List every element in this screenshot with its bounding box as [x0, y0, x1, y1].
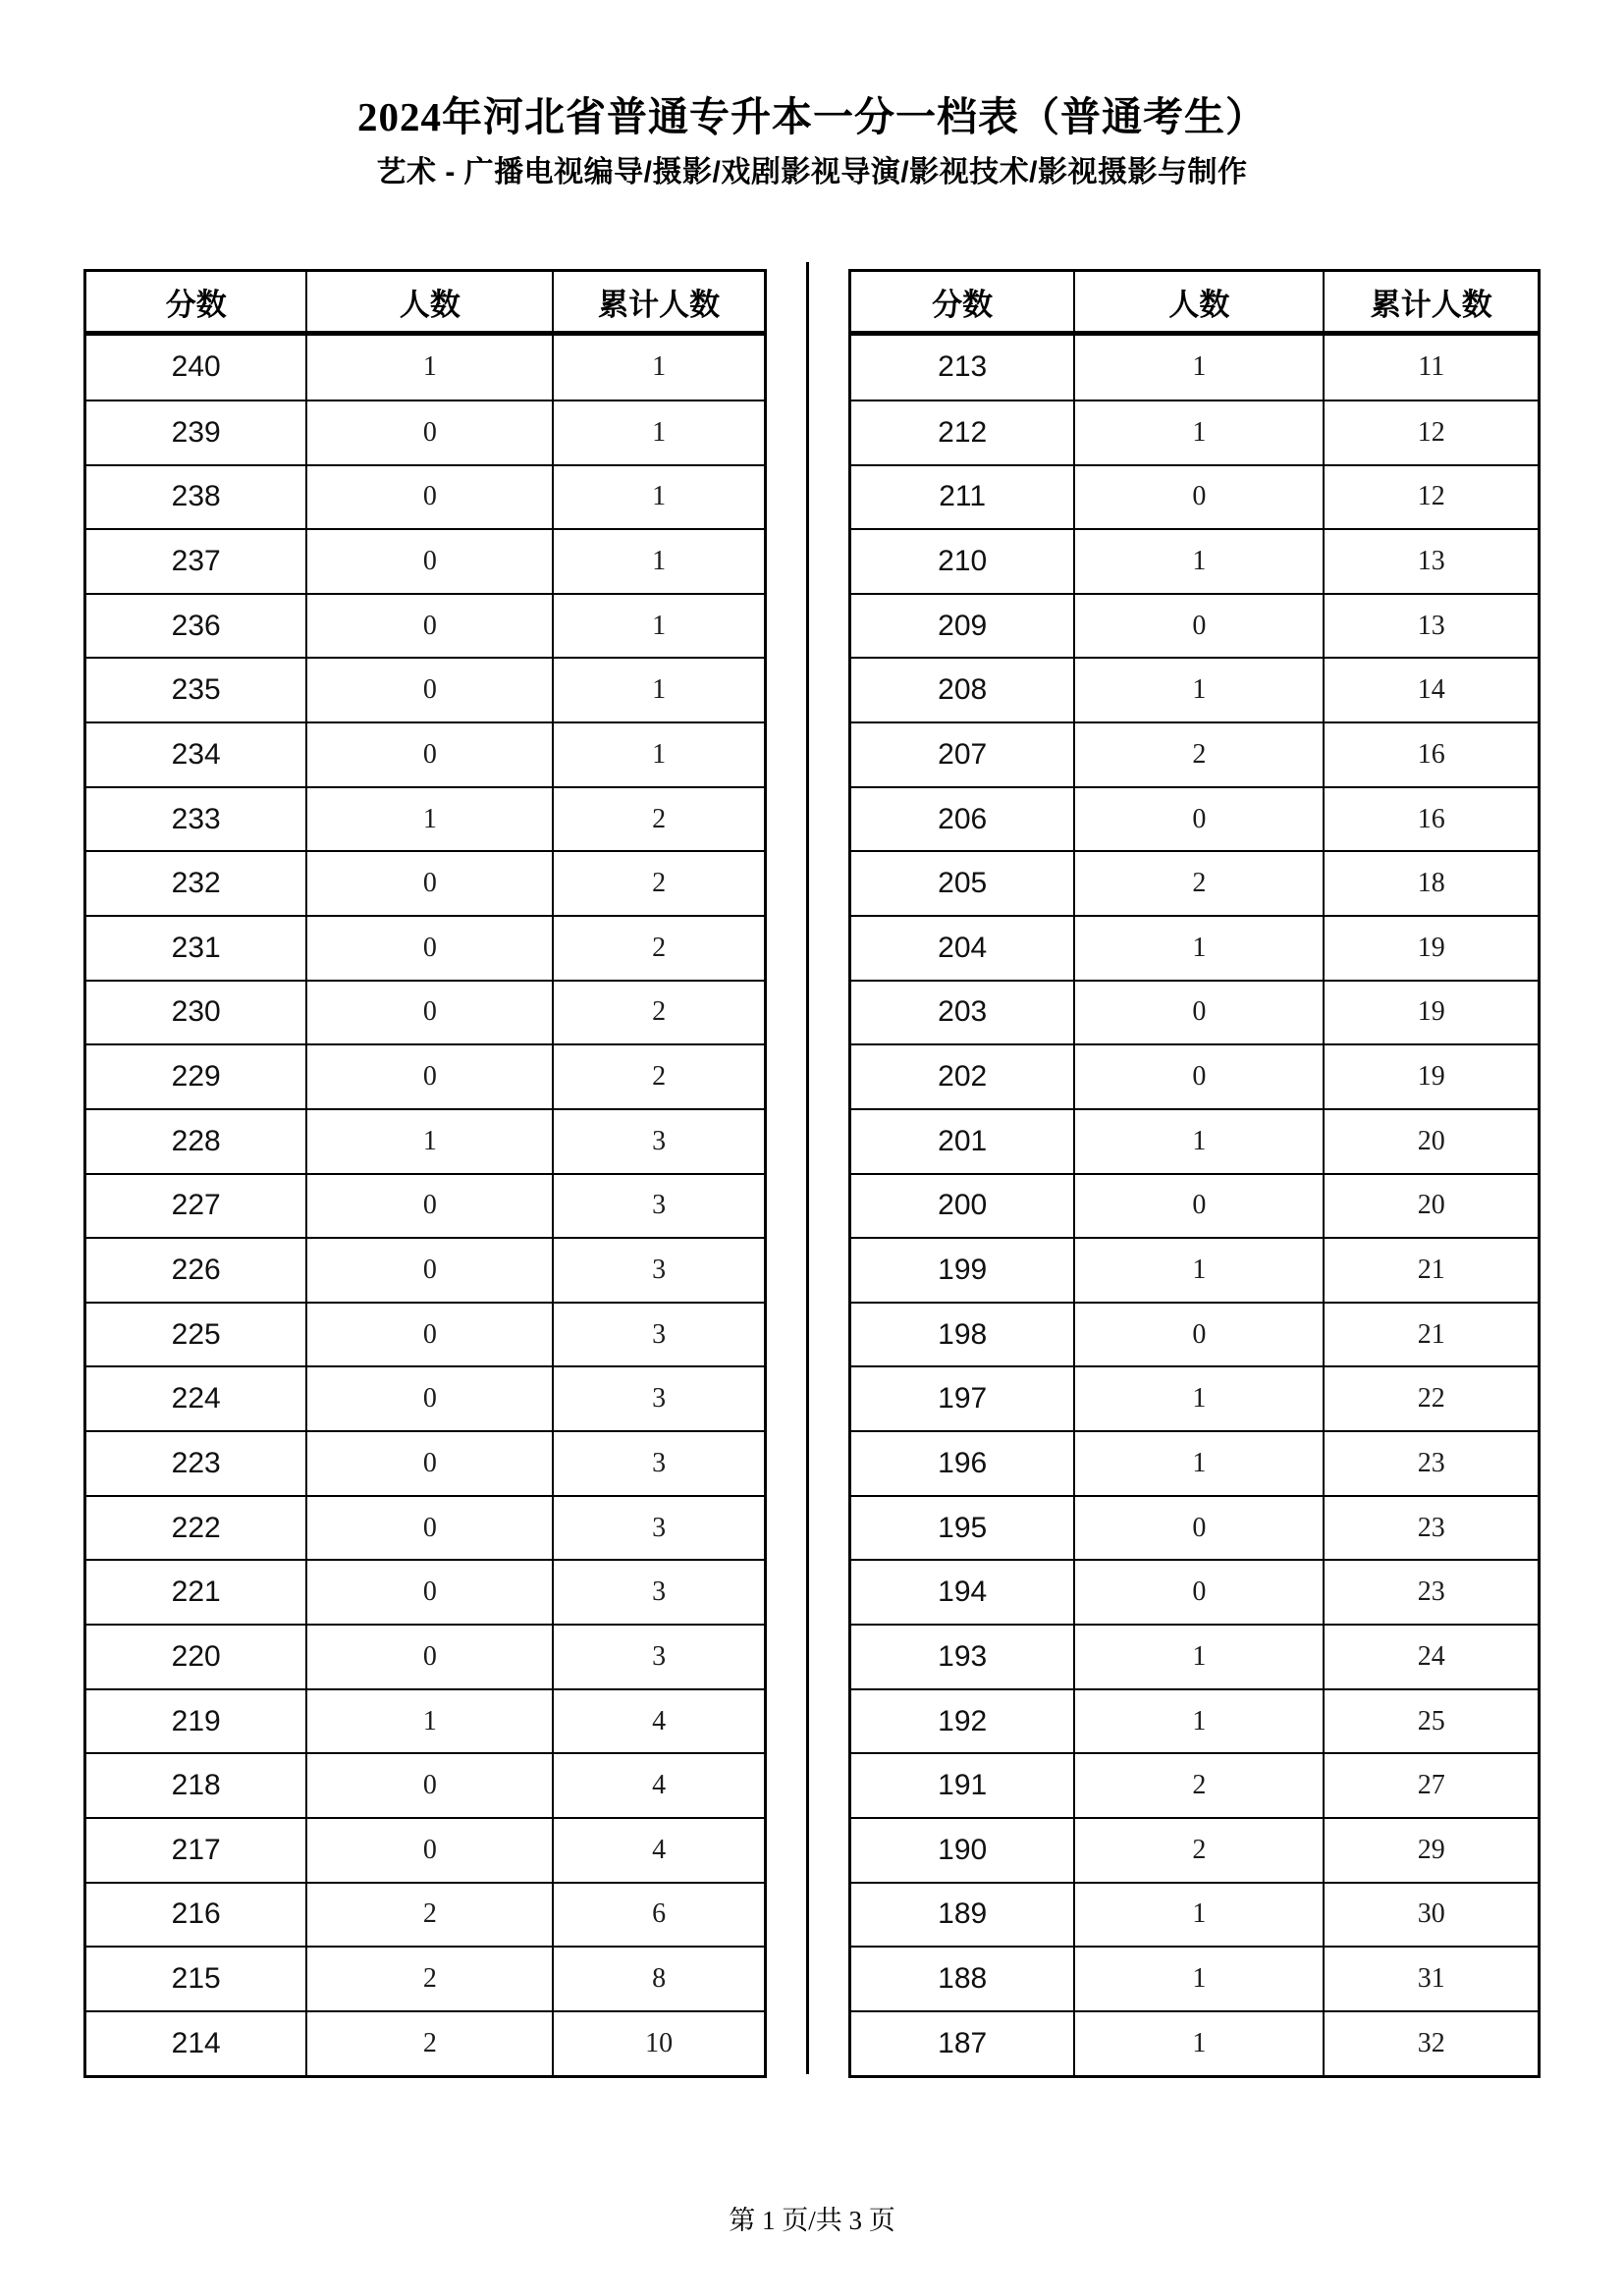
count-cell: 0 — [306, 1238, 553, 1303]
score-cell: 218 — [85, 1753, 307, 1818]
count-cell: 2 — [306, 1947, 553, 2011]
table-body — [850, 334, 1540, 2077]
table-row — [85, 465, 766, 530]
count-cell: 0 — [306, 465, 553, 530]
score-cell: 187 — [850, 2011, 1075, 2077]
cumulative-cell: 2 — [553, 916, 765, 981]
count-cell: 0 — [306, 1625, 553, 1689]
cumulative-cell: 14 — [1324, 658, 1539, 722]
column-header-count: 人数 — [306, 271, 553, 334]
score-cell: 196 — [850, 1431, 1075, 1496]
score-cell: 206 — [850, 787, 1075, 852]
cumulative-cell: 29 — [1324, 1818, 1539, 1883]
count-cell: 0 — [306, 1044, 553, 1109]
score-cell: 188 — [850, 1947, 1075, 2011]
score-cell: 225 — [85, 1303, 307, 1367]
page-subtitle: 艺术 - 广播电视编导/摄影/戏剧影视导演/影视技术/影视摄影与制作 — [376, 156, 1248, 188]
score-cell: 191 — [850, 1753, 1075, 1818]
cumulative-cell: 25 — [1324, 1689, 1539, 1754]
cumulative-cell: 19 — [1324, 916, 1539, 981]
cumulative-cell: 3 — [553, 1625, 765, 1689]
count-cell: 1 — [1074, 334, 1324, 400]
count-cell: 0 — [306, 1431, 553, 1496]
score-cell: 214 — [85, 2011, 307, 2077]
score-cell: 205 — [850, 851, 1075, 916]
cumulative-cell: 12 — [1324, 400, 1539, 465]
score-cell: 194 — [850, 1560, 1075, 1625]
cumulative-cell: 16 — [1324, 722, 1539, 787]
score-cell: 204 — [850, 916, 1075, 981]
cumulative-cell: 8 — [553, 1947, 765, 2011]
count-cell: 0 — [306, 1303, 553, 1367]
cumulative-cell: 20 — [1324, 1109, 1539, 1174]
cumulative-cell: 3 — [553, 1303, 765, 1367]
score-cell: 189 — [850, 1883, 1075, 1948]
count-cell: 0 — [306, 851, 553, 916]
table-row — [85, 981, 766, 1045]
table-row — [850, 465, 1540, 530]
score-cell: 230 — [85, 981, 307, 1045]
count-cell: 1 — [1074, 1947, 1324, 2011]
score-cell: 219 — [85, 1689, 307, 1754]
column-header-count: 人数 — [1074, 271, 1324, 334]
column-header-score: 分数 — [850, 271, 1075, 334]
table-row — [85, 334, 766, 400]
cumulative-cell: 1 — [553, 334, 765, 400]
count-cell: 0 — [306, 594, 553, 659]
table-row — [85, 1431, 766, 1496]
table-row — [850, 334, 1540, 400]
table-row — [850, 658, 1540, 722]
table-row — [85, 1883, 766, 1948]
count-cell: 2 — [306, 2011, 553, 2077]
cumulative-cell: 3 — [553, 1109, 765, 1174]
table-row — [850, 722, 1540, 787]
cumulative-cell: 1 — [553, 400, 765, 465]
count-cell: 1 — [1074, 1625, 1324, 1689]
score-cell: 193 — [850, 1625, 1075, 1689]
score-cell: 212 — [850, 400, 1075, 465]
score-cell: 207 — [850, 722, 1075, 787]
score-cell: 239 — [85, 400, 307, 465]
count-cell: 0 — [306, 916, 553, 981]
cumulative-cell: 32 — [1324, 2011, 1539, 2077]
page-number: 第 1 页/共 3 页 — [729, 2206, 895, 2235]
cumulative-cell: 20 — [1324, 1174, 1539, 1239]
count-cell: 1 — [1074, 400, 1324, 465]
count-cell: 2 — [306, 1883, 553, 1948]
score-cell: 232 — [85, 851, 307, 916]
table-row — [850, 916, 1540, 981]
vertical-divider — [806, 262, 809, 2074]
table-row — [850, 1303, 1540, 1367]
cumulative-cell: 2 — [553, 981, 765, 1045]
count-cell: 0 — [306, 400, 553, 465]
count-cell: 0 — [306, 1366, 553, 1431]
score-cell: 240 — [85, 334, 307, 400]
table-row — [85, 1689, 766, 1754]
cumulative-cell: 23 — [1324, 1496, 1539, 1561]
score-table-right — [848, 269, 1541, 2078]
page-title: 2024年河北省普通专升本一分一档表（普通考生） — [357, 94, 1267, 139]
cumulative-cell: 16 — [1324, 787, 1539, 852]
count-cell: 0 — [306, 722, 553, 787]
score-cell: 229 — [85, 1044, 307, 1109]
table-row — [85, 1238, 766, 1303]
count-cell: 0 — [1074, 1044, 1324, 1109]
table-row — [850, 594, 1540, 659]
table-row — [850, 1560, 1540, 1625]
table-row — [850, 1818, 1540, 1883]
cumulative-cell: 4 — [553, 1753, 765, 1818]
table-row — [850, 1109, 1540, 1174]
count-cell: 1 — [306, 334, 553, 400]
count-cell: 0 — [1074, 594, 1324, 659]
count-cell: 0 — [306, 1818, 553, 1883]
table-row — [850, 1753, 1540, 1818]
table-row — [850, 1238, 1540, 1303]
table-row — [85, 1818, 766, 1883]
score-cell: 198 — [850, 1303, 1075, 1367]
count-cell: 2 — [1074, 1818, 1324, 1883]
score-cell: 235 — [85, 658, 307, 722]
cumulative-cell: 1 — [553, 594, 765, 659]
count-cell: 0 — [306, 981, 553, 1045]
table-row — [850, 1496, 1540, 1561]
cumulative-cell: 19 — [1324, 981, 1539, 1045]
table-row — [85, 851, 766, 916]
count-cell: 2 — [1074, 1753, 1324, 1818]
cumulative-cell: 3 — [553, 1174, 765, 1239]
table-row — [85, 1947, 766, 2011]
score-table-left — [83, 269, 767, 2078]
score-cell: 211 — [850, 465, 1075, 530]
table-row — [85, 1560, 766, 1625]
count-cell: 0 — [1074, 1496, 1324, 1561]
table-row — [85, 594, 766, 659]
score-cell: 236 — [85, 594, 307, 659]
cumulative-cell: 13 — [1324, 594, 1539, 659]
cumulative-cell: 1 — [553, 529, 765, 594]
count-cell: 0 — [306, 1560, 553, 1625]
cumulative-cell: 18 — [1324, 851, 1539, 916]
score-cell: 231 — [85, 916, 307, 981]
count-cell: 2 — [1074, 722, 1324, 787]
table-row — [850, 787, 1540, 852]
score-cell: 238 — [85, 465, 307, 530]
table-body — [85, 334, 766, 2077]
count-cell: 0 — [1074, 1303, 1324, 1367]
table-row — [85, 1044, 766, 1109]
table-row — [85, 916, 766, 981]
score-cell: 221 — [85, 1560, 307, 1625]
score-cell: 227 — [85, 1174, 307, 1239]
cumulative-cell: 1 — [553, 722, 765, 787]
count-cell: 0 — [306, 1753, 553, 1818]
score-cell: 223 — [85, 1431, 307, 1496]
count-cell: 0 — [306, 529, 553, 594]
score-cell: 210 — [850, 529, 1075, 594]
count-cell: 1 — [1074, 1238, 1324, 1303]
table-row — [85, 787, 766, 852]
score-tables-area — [83, 269, 1541, 2078]
cumulative-cell: 3 — [553, 1238, 765, 1303]
cumulative-cell: 11 — [1324, 334, 1539, 400]
cumulative-cell: 23 — [1324, 1431, 1539, 1496]
cumulative-cell: 21 — [1324, 1303, 1539, 1367]
score-cell: 201 — [850, 1109, 1075, 1174]
table-row — [850, 400, 1540, 465]
count-cell: 0 — [1074, 1560, 1324, 1625]
count-cell: 1 — [1074, 529, 1324, 594]
count-cell: 1 — [1074, 2011, 1324, 2077]
count-cell: 1 — [306, 1689, 553, 1754]
score-cell: 224 — [85, 1366, 307, 1431]
cumulative-cell: 12 — [1324, 465, 1539, 530]
table-row — [850, 1947, 1540, 2011]
table-row — [850, 2011, 1540, 2077]
score-cell: 216 — [85, 1883, 307, 1948]
table-row — [85, 2011, 766, 2077]
table-row — [850, 1044, 1540, 1109]
count-cell: 0 — [306, 1496, 553, 1561]
count-cell: 0 — [1074, 465, 1324, 530]
cumulative-cell: 27 — [1324, 1753, 1539, 1818]
count-cell: 0 — [1074, 787, 1324, 852]
table-row — [85, 1174, 766, 1239]
score-cell: 226 — [85, 1238, 307, 1303]
count-cell: 1 — [306, 1109, 553, 1174]
count-cell: 1 — [1074, 916, 1324, 981]
score-cell: 217 — [85, 1818, 307, 1883]
count-cell: 1 — [306, 787, 553, 852]
score-cell: 222 — [85, 1496, 307, 1561]
score-cell: 234 — [85, 722, 307, 787]
cumulative-cell: 2 — [553, 851, 765, 916]
score-cell: 197 — [850, 1366, 1075, 1431]
score-cell: 215 — [85, 1947, 307, 2011]
table-row — [85, 529, 766, 594]
count-cell: 0 — [1074, 1174, 1324, 1239]
table-row — [85, 722, 766, 787]
table-row — [85, 658, 766, 722]
cumulative-cell: 3 — [553, 1496, 765, 1561]
count-cell: 1 — [1074, 1366, 1324, 1431]
cumulative-cell: 2 — [553, 1044, 765, 1109]
table-row — [85, 1753, 766, 1818]
table-row — [850, 1366, 1540, 1431]
table-row — [850, 1689, 1540, 1754]
count-cell: 0 — [1074, 981, 1324, 1045]
table-row — [850, 529, 1540, 594]
cumulative-cell: 23 — [1324, 1560, 1539, 1625]
count-cell: 0 — [306, 658, 553, 722]
table-row — [850, 1883, 1540, 1948]
cumulative-cell: 30 — [1324, 1883, 1539, 1948]
cumulative-cell: 31 — [1324, 1947, 1539, 2011]
score-cell: 192 — [850, 1689, 1075, 1754]
table-row — [850, 1174, 1540, 1239]
cumulative-cell: 21 — [1324, 1238, 1539, 1303]
score-cell: 213 — [850, 334, 1075, 400]
count-cell: 1 — [1074, 1109, 1324, 1174]
score-cell: 233 — [85, 787, 307, 852]
score-cell: 202 — [850, 1044, 1075, 1109]
score-cell: 200 — [850, 1174, 1075, 1239]
column-header-cumulative: 累计人数 — [1324, 271, 1539, 334]
cumulative-cell: 1 — [553, 658, 765, 722]
score-cell: 209 — [850, 594, 1075, 659]
table-row — [85, 1109, 766, 1174]
score-cell: 220 — [85, 1625, 307, 1689]
count-cell: 1 — [1074, 658, 1324, 722]
score-cell: 195 — [850, 1496, 1075, 1561]
table-row — [85, 1366, 766, 1431]
cumulative-cell: 22 — [1324, 1366, 1539, 1431]
score-cell: 199 — [850, 1238, 1075, 1303]
table-row — [85, 1303, 766, 1367]
table-row — [85, 1496, 766, 1561]
cumulative-cell: 4 — [553, 1689, 765, 1754]
column-header-cumulative: 累计人数 — [553, 271, 765, 334]
count-cell: 1 — [1074, 1883, 1324, 1948]
score-cell: 203 — [850, 981, 1075, 1045]
table-row — [85, 1625, 766, 1689]
table-row — [850, 981, 1540, 1045]
table-row — [850, 1431, 1540, 1496]
cumulative-cell: 19 — [1324, 1044, 1539, 1109]
cumulative-cell: 10 — [553, 2011, 765, 2077]
score-cell: 228 — [85, 1109, 307, 1174]
table-row — [85, 400, 766, 465]
count-cell: 0 — [306, 1174, 553, 1239]
cumulative-cell: 3 — [553, 1431, 765, 1496]
header-row — [85, 271, 766, 334]
cumulative-cell: 24 — [1324, 1625, 1539, 1689]
cumulative-cell: 3 — [553, 1366, 765, 1431]
score-cell: 237 — [85, 529, 307, 594]
column-header-score: 分数 — [85, 271, 307, 334]
cumulative-cell: 2 — [553, 787, 765, 852]
table-row — [850, 851, 1540, 916]
score-cell: 190 — [850, 1818, 1075, 1883]
score-cell: 208 — [850, 658, 1075, 722]
table-row — [850, 1625, 1540, 1689]
count-cell: 1 — [1074, 1689, 1324, 1754]
cumulative-cell: 3 — [553, 1560, 765, 1625]
cumulative-cell: 4 — [553, 1818, 765, 1883]
count-cell: 1 — [1074, 1431, 1324, 1496]
cumulative-cell: 13 — [1324, 529, 1539, 594]
count-cell: 2 — [1074, 851, 1324, 916]
header-row — [850, 271, 1540, 334]
cumulative-cell: 6 — [553, 1883, 765, 1948]
cumulative-cell: 1 — [553, 465, 765, 530]
